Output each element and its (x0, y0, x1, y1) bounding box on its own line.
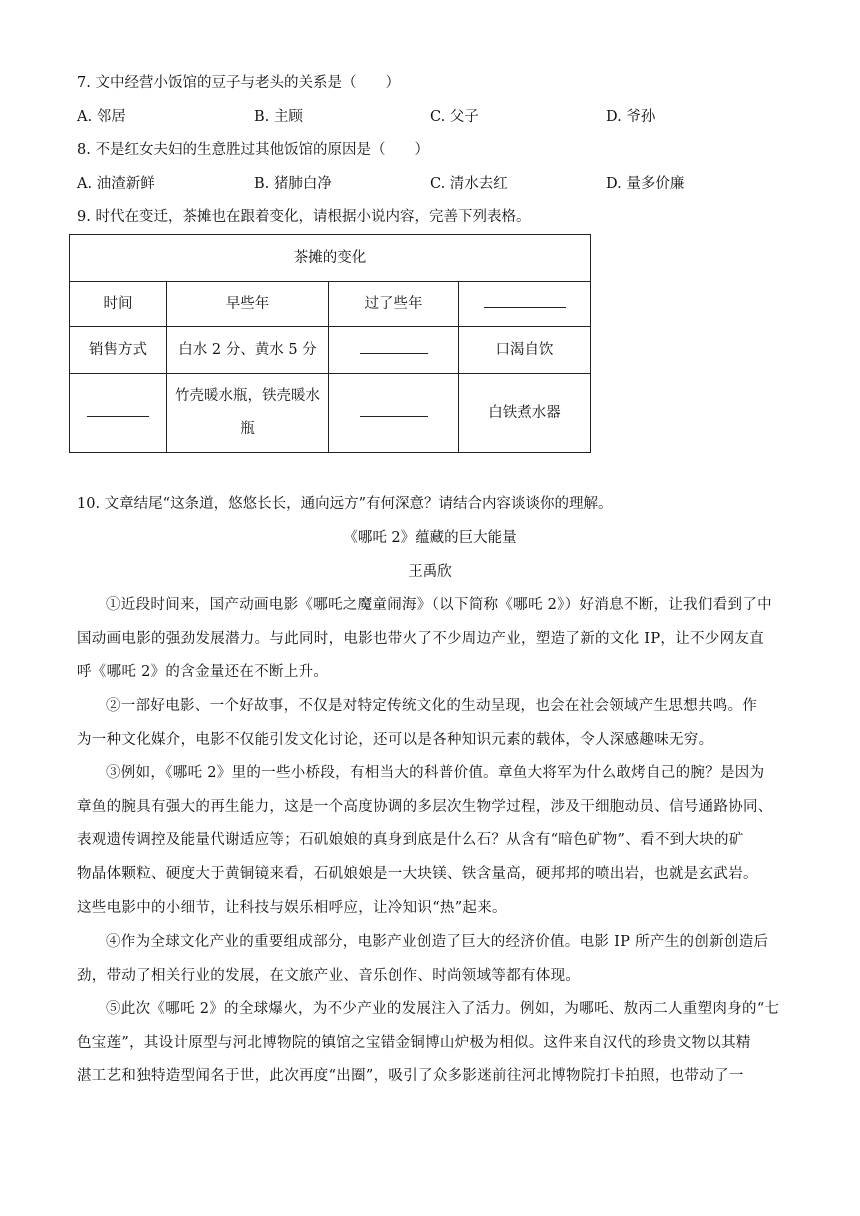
q7-option-d: D. 爷孙 (606, 109, 656, 125)
cell-thermos: 竹壳暖水瓶，铁壳暖水瓶 (167, 374, 329, 453)
cell-time-label: 时间 (70, 282, 167, 327)
cell-sales-blank[interactable] (329, 327, 459, 374)
article-paragraph-3 (77, 757, 783, 926)
question-10-stem: 10. 文章结尾“这条道，悠悠长长，通向远方”有何深意？请结合内容谈谈你的理解。 (77, 496, 613, 512)
paragraph-line: 物晶体颗粒、硬度大于黄铜镜来看，石矶娘娘是一大块镁、铁含量高，硬邦邦的喷出岩，也就是玄武岩。 (77, 866, 758, 883)
cell-early-years: 早些年 (167, 282, 329, 327)
table-row-utensils (70, 374, 591, 453)
paragraph-line: 表观遗传调控及能量代谢适应等；石矶娘娘的真身到底是什么石？从含有“暗色矿物”、看不到大块的矿 (77, 832, 744, 849)
article-paragraph-5 (77, 993, 783, 1094)
paragraph-line: ①近段时间来，国产动画电影《哪吒之魔童闹海》（以下简称《哪吒 2》）好消息不断，让我们看到了中 (106, 597, 772, 613)
article-paragraph-1 (77, 589, 783, 690)
article-paragraph-4 (77, 926, 783, 993)
answer-blank[interactable] (360, 337, 428, 354)
paragraph-line: 呼《哪吒 2》的含金量还在不断上升。 (77, 664, 329, 681)
answer-blank[interactable] (87, 400, 149, 417)
question-9-stem: 9. 时代在变迁，茶摊也在跟着变化，请根据小说内容，完善下列表格。 (77, 209, 531, 225)
paragraph-line: ③例如，《哪吒 2》里的一些小桥段，有相当大的科普价值。章鱼大将军为什么敢烤自己的腕？是因为 (106, 765, 765, 781)
cell-time-blank[interactable] (459, 282, 591, 327)
article-author: 王禹欣 (408, 564, 452, 580)
q8-option-b: B. 猪肺白净 (254, 176, 332, 192)
paragraph-line: 这些电影中的小细节，让科技与娱乐相呼应，让冷知识“热”起来。 (77, 899, 507, 916)
paragraph-line: 章鱼的腕具有强大的再生能力，这是一个高度协调的多层次生物学过程，涉及干细胞动员、信号通路协同、 (77, 798, 773, 815)
article-title: 《哪吒 2》蕴藏的巨大能量 (343, 530, 517, 546)
question-7-stem: 7. 文中经营小饭馆的豆子与老头的关系是（ ） (77, 75, 400, 91)
answer-blank[interactable] (484, 291, 566, 308)
cell-boiler: 白铁煮水器 (459, 374, 591, 453)
table-row-sales (70, 327, 591, 374)
cell-row-label-blank[interactable] (70, 374, 167, 453)
q8-option-c: C. 清水去红 (430, 176, 508, 192)
table-row-time (70, 282, 591, 327)
paragraph-line: ⑤此次《哪吒 2》的全球爆火，为不少产业的发展注入了活力。例如，为哪吒、敖丙二人重塑肉身的“七 (106, 1001, 780, 1017)
paragraph-line: ④作为全球文化产业的重要组成部分，电影产业创造了巨大的经济价值。电影 IP 所产生的创新创造后 (106, 934, 769, 950)
article-paragraph-2 (77, 690, 783, 757)
q7-option-b: B. 主顾 (254, 109, 303, 125)
cell-sales-label: 销售方式 (70, 327, 167, 374)
q7-option-c: C. 父子 (430, 109, 479, 125)
paragraph-line: 国动画电影的强劲发展潜力。与此同时，电影也带火了不少周边产业，塑造了新的文化 IP，让不少网友直 (77, 630, 764, 647)
paragraph-line: 湛工艺和独特造型闻名于世，此次再度“出圈”，吸引了众多影迷前往河北博物院打卡拍照，也带动了一 (77, 1068, 744, 1085)
paragraph-line: ②一部好电影、一个好故事，不仅是对特定传统文化的生动呈现，也会在社会领域产生思想共鸣。作 (106, 698, 758, 714)
answer-blank[interactable] (360, 400, 428, 417)
paragraph-line: 为一种文化媒介，电影不仅能引发文化讨论，还可以是各种知识元素的载体，令人深感趣味无穷。 (77, 731, 714, 748)
paragraph-line: 劲，带动了相关行业的发展，在文旅产业、音乐创作、时尚领域等都有体现。 (77, 967, 581, 984)
cell-utensil-blank[interactable] (329, 374, 459, 453)
paragraph-line: 色宝莲”，其设计原型与河北博物院的镇馆之宝错金铜博山炉极为相似。这件来自汉代的珍贵文物以其精 (77, 1034, 751, 1051)
cell-later-years: 过了些年 (329, 282, 459, 327)
question-8-stem: 8. 不是红女夫妇的生意胜过其他饭馆的原因是（ ） (77, 142, 429, 158)
table-title-row (70, 235, 591, 282)
cell-sales-early: 白水 2 分、黄水 5 分 (167, 327, 329, 374)
table-title: 茶摊的变化 (70, 235, 591, 282)
q7-option-a: A. 邻居 (77, 109, 126, 125)
q8-option-d: D. 量多价廉 (606, 176, 685, 192)
tea-stall-change-table (69, 234, 591, 453)
cell-sales-recent: 口渴自饮 (459, 327, 591, 374)
q8-option-a: A. 油渣新鲜 (77, 176, 155, 192)
